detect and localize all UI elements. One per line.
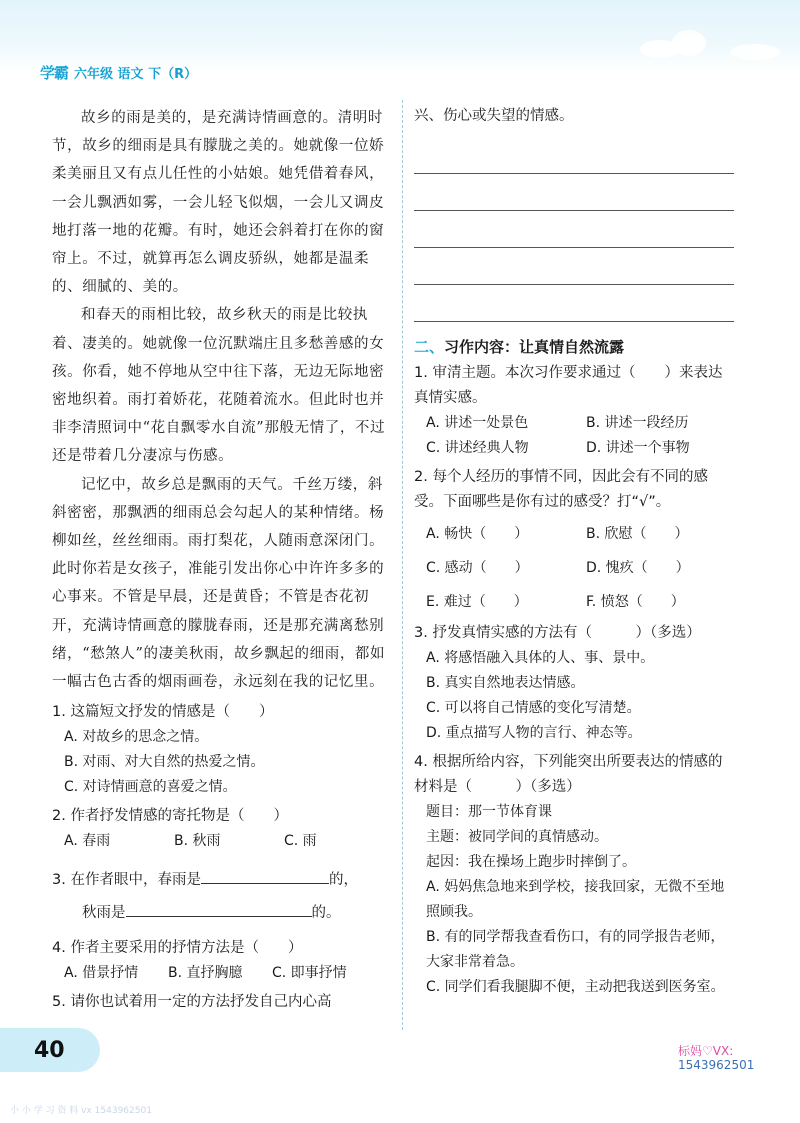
- writing-line[interactable]: [414, 211, 734, 248]
- option: F. 愤怒（ ）: [586, 594, 685, 610]
- question-text: 的。: [311, 905, 341, 922]
- question-text: 秋雨是: [82, 905, 126, 922]
- option: D. 愧疚（ ）: [586, 560, 690, 576]
- answer-blank[interactable]: [201, 869, 329, 884]
- option: C. 可以将自己情感的变化写清楚。: [426, 700, 641, 716]
- question-5: 5. 请你也试着用一定的方法抒发自己内心高: [52, 994, 332, 1011]
- option: C. 同学们看我腿脚不便，主动把我送到医务室。: [426, 979, 725, 995]
- column-divider: [402, 100, 403, 1030]
- cloud-decoration: [730, 44, 780, 60]
- question-r2: 2. 每个人经历的事情不同，因此会有不同的感受。下面哪些是你有过的感受？打“√”。: [414, 469, 708, 510]
- option-grid: [426, 517, 734, 619]
- option: A. 将感悟融入具体的人、事、景中。: [426, 650, 655, 666]
- option: D. 重点描写人物的言行、神态等。: [426, 725, 642, 741]
- option: B. 有的同学帮我查看伤口，有的同学报告老师，大家非常着急。: [426, 929, 725, 970]
- footer-note: 小 小 学 习 资 料 vx 1543962501: [10, 1106, 152, 1116]
- section-number: 二、: [414, 338, 445, 356]
- option: E. 难过（ ）: [426, 594, 528, 610]
- right-column: [414, 104, 734, 1000]
- passage-paragraph: 故乡的雨是美的，是充满诗情画意的。清明时节，故乡的细雨是具有朦胧之美的。她就像一位娇柔美丽且又有点儿任性的小姑娘。她凭借着春风，一会儿飘洒如雾，一会儿轻飞似烟，一会儿又调皮地打落一地的花瓣。有时，她还会斜着打在你的窗帘上。不过，就算再怎么调皮骄纵，她都是温柔的、细腻的、美的。: [52, 110, 385, 296]
- option-grid: [426, 411, 734, 461]
- watermark-number: 1543962501: [678, 1058, 755, 1072]
- grade-subject: 六年级 语文 下（R）: [74, 66, 198, 82]
- question-4: 4. 作者主要采用的抒情方法是（ ）: [52, 940, 303, 957]
- writing-line[interactable]: [414, 285, 734, 322]
- option-row: [64, 829, 392, 854]
- watermark: [678, 1044, 754, 1072]
- option: A. 借景抒情: [64, 965, 139, 982]
- option: C. 对诗情画意的喜爱之情。: [64, 779, 237, 796]
- passage-paragraph: 和春天的雨相比较，故乡秋天的雨是比较执着、凄美的。她就像一位沉默端庄且多愁善感的女孩。你看，她不停地从空中往下落，无边无际地密密地织着。雨打着娇花，花随着流水。但此时也并非李清照词中“花自飘零水自流”那般无情了，不过还是带着几分凄凉与伤感。: [52, 307, 386, 465]
- writing-line[interactable]: [414, 248, 734, 285]
- option: B. 对雨、对大自然的热爱之情。: [64, 754, 265, 771]
- option: A. 畅快（ ）: [426, 526, 529, 542]
- passage-paragraph: 记忆中，故乡总是飘雨的天气。千丝万缕，斜斜密密，那飘洒的细雨总会勾起人的某种情绪。杨柳如丝，丝丝细雨。雨打梨花，人随雨意深闭门。此时你若是女孩子，准能引发出你心中许许多多的心事来。不管是早晨，还是黄昏；不管是杏花初开，充满诗情画意的朦胧春雨，还是那充满离愁别绪，“愁煞人”的凄美秋雨，故乡飘起的细雨，都如一幅古色古香的烟雨画卷，永远刻在我的记忆里。: [52, 476, 386, 691]
- question-3: [52, 864, 392, 896]
- question-text: 1. 这篇短文抒发的情感是（ ）: [52, 704, 274, 721]
- writing-line[interactable]: [414, 174, 734, 211]
- option: A. 妈妈焦急地来到学校，接我回家，无微不至地照顾我。: [426, 879, 725, 920]
- page-number: 40: [0, 1028, 100, 1072]
- info-line: 主题：被同学间的真情感动。: [426, 829, 608, 845]
- option: B. 直抒胸臆: [168, 965, 243, 982]
- answer-blank[interactable]: [126, 902, 312, 917]
- brand-logo: 学霸: [40, 63, 69, 82]
- left-column: [52, 104, 392, 1015]
- option: A. 对故乡的思念之情。: [64, 729, 209, 746]
- section-heading: 习作内容：让真情自然流露: [444, 338, 625, 356]
- option-row: [64, 961, 392, 986]
- question-2: 2. 作者抒发情感的寄托物是（ ）: [52, 808, 288, 825]
- cloud-decoration: [672, 30, 706, 56]
- option: D. 讲述一个事物: [586, 440, 690, 456]
- option: A. 讲述一处景色: [426, 415, 529, 431]
- option: B. 真实自然地表达情感。: [426, 675, 585, 691]
- option: A. 春雨: [64, 833, 111, 850]
- option: B. 欣慰（ ）: [586, 526, 689, 542]
- page-header: [40, 60, 197, 84]
- question-r4: 4. 根据所给内容，下列能突出所要表达的情感的材料是（ ）（多选）: [414, 754, 723, 795]
- question-5-cont: 兴、伤心或失望的情感。: [414, 108, 574, 124]
- option: C. 雨: [284, 833, 317, 850]
- question-3-cont: [82, 896, 392, 930]
- info-line: 起因：我在操场上跑步时摔倒了。: [426, 854, 636, 870]
- watermark-label: 标妈♡VX:: [678, 1044, 734, 1058]
- question-r3: 3. 抒发真情实感的方法有（ ）（多选）: [414, 625, 701, 641]
- question-text: 的，: [328, 872, 358, 889]
- section-title: [414, 336, 734, 357]
- info-line: 题目：那一节体育课: [426, 804, 552, 820]
- option: B. 讲述一段经历: [586, 415, 689, 431]
- option: C. 即事抒情: [272, 965, 347, 982]
- question-1: [52, 700, 392, 725]
- question-r1: 1. 审清主题。本次习作要求通过（ ）来表达真情实感。: [414, 365, 723, 406]
- option: C. 感动（ ）: [426, 560, 529, 576]
- option: B. 秋雨: [174, 833, 221, 850]
- writing-line[interactable]: [414, 137, 734, 174]
- option: C. 讲述经典人物: [426, 440, 529, 456]
- question-text: 3. 在作者眼中，春雨是: [52, 872, 201, 889]
